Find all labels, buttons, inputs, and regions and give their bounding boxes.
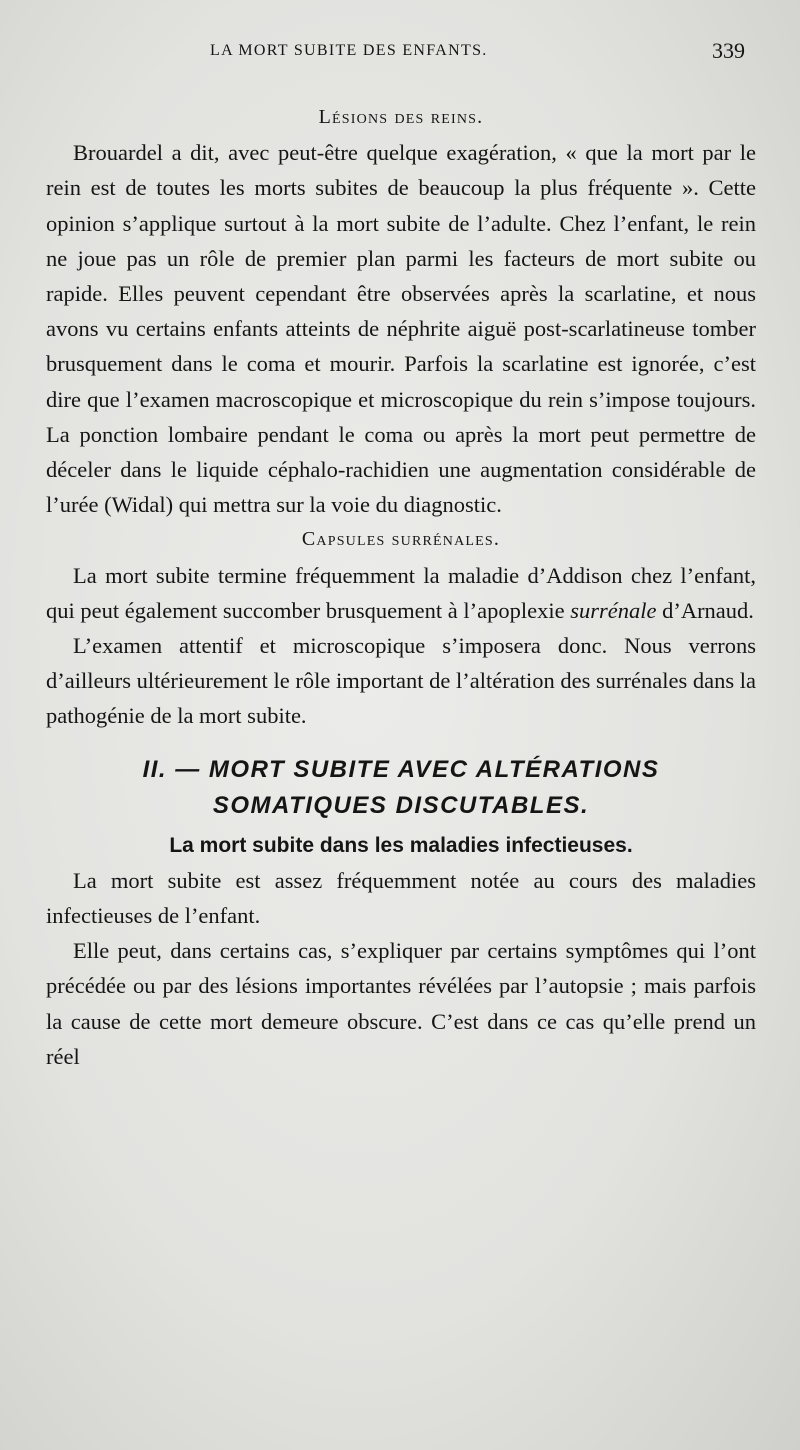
paragraph-addison-end: d’Arnaud.: [656, 597, 754, 623]
sub-heading-infectious-diseases: La mort subite dans les maladies infectieuses.: [169, 833, 633, 857]
part-heading-line-1: II. — MORT SUBITE AVEC ALTÉRATIONS: [142, 755, 660, 783]
running-title: LA MORT SUBITE DES ENFANTS.: [210, 42, 488, 59]
page-number: 339: [712, 38, 745, 63]
paragraph-addison: [46, 558, 756, 628]
paragraph-examination: L’examen attentif et microscopique s’imposera donc. Nous verrons d’ailleurs ultérieurement le rôle important de l’altération des surrénales dans la pathogénie de la mort subite.: [46, 633, 756, 729]
part-heading: [46, 752, 756, 824]
paragraph-kidney: Brouardel a dit, avec peut-être quelque exagération, « que la mort par le rein est de toutes les morts subites de beaucoup la plus fréquente ». Cette opinion s’applique surtout à la mort subite de l’adulte. Chez l’enfant, le rein ne joue pas un rôle de premier plan parmi les facteurs de mort subite ou rapide. Elles peuvent cependant être observées après la scarlatine, et nous avons vu certains enfants atteints de néphrite aiguë post-scarlatineuse tomber brusquement dans le coma et mourir. Parfois la scarlatine est ignorée, c’est dire que l’examen macroscopique et microscopique du rein s’impose toujours. La ponction lombaire pendant le coma ou après la mort peut permettre de déceler dans le liquide céphalo-rachidien une augmentation considérable de l’urée (Widal) qui mettra sur la voie du diagnostic.: [46, 140, 756, 518]
section-heading-kidney-lesions: Lésions des reins.: [318, 106, 484, 128]
text-block: [46, 100, 756, 1074]
part-heading-line-2: SOMATIQUES DISCUTABLES.: [212, 791, 590, 819]
paragraph-infectious-2: Elle peut, dans certains cas, s’expliquer par certains symptômes qui l’ont précédée ou par des lésions importantes révélées par l’autopsie ; mais parfois la cause de cette mort demeure obscure. C’est dans ce cas qu’elle prend un réel: [46, 938, 756, 1069]
section-heading-adrenal-capsules: Capsules surrénales.: [301, 528, 501, 551]
italic-term-surrenale: surrénale: [570, 597, 657, 623]
running-head: [0, 40, 800, 64]
paragraph-addison-text: La mort subite termine fréquemment la maladie d’Addison chez l’enfant, qui peut également succomber brusquement à l’apoplexie: [46, 562, 756, 623]
paragraph-infectious-1: La mort subite est assez fréquemment notée au cours des maladies infectieuses de l’enfant.: [46, 867, 756, 929]
